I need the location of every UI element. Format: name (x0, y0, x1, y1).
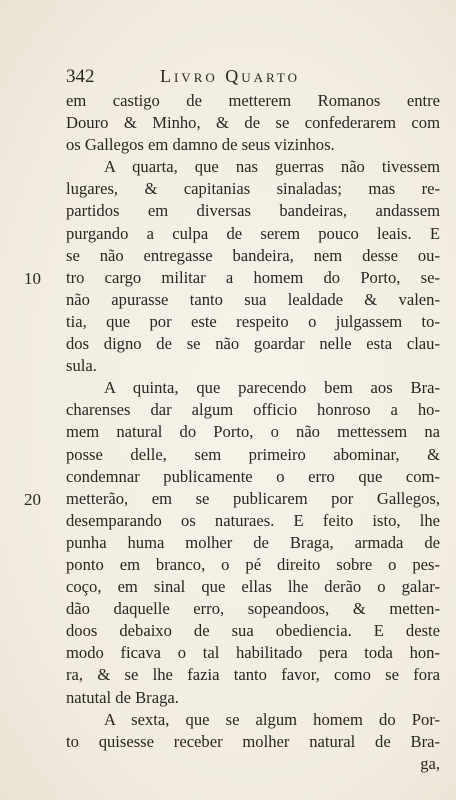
text-line: condemnar publicamente o erro que com- (66, 466, 440, 486)
text-line: natutal de Braga. (66, 687, 179, 707)
text-line: lugares, & capitanias sinaladas; mas re- (66, 179, 440, 199)
text-line: ponto em branco, o pé direito sobre o pes- (66, 554, 440, 574)
text-line: posse delle, sem primeiro abominar, & (66, 444, 440, 464)
text-line: em castigo de metterem Romanos entre (66, 91, 440, 110)
text-line: Douro & Minho, & de se confederarem com (66, 113, 440, 133)
text-line: ra, & se lhe fazia tanto favor, como se fora (66, 665, 440, 685)
margin-line-number: 10 (24, 268, 41, 288)
text-line: punha huma molher de Braga, armada de (66, 532, 440, 552)
text-line: modo ficava o tal habilitado pera toda hon- (66, 643, 440, 663)
text-line: tro cargo militar a homem do Porto, se- (66, 267, 440, 287)
text-line: metterão, em se publicarem por Gallegos, (66, 488, 440, 508)
page-number: 342 (66, 66, 95, 87)
text-line: se não entregasse bandeira, nem desse ou- (66, 245, 440, 265)
text-line: não apurasse tanto sua lealdade & valen- (66, 289, 440, 309)
text-line: ga, (420, 753, 440, 773)
text-line: to quisesse receber molher natural de Bra- (66, 731, 440, 751)
body-text (66, 90, 440, 775)
text-line: coço, em sinal que ellas lhe derão o galar- (66, 577, 440, 597)
text-line: tia, que por este respeito o julgassem to- (66, 311, 440, 331)
running-title: Livro Quarto (159, 66, 301, 86)
text-line: partidos em diversas bandeiras, andassem (66, 201, 440, 221)
text-line: purgando a culpa de serem pouco leais. E (66, 223, 440, 243)
text-line: dão daquelle erro, sopeandoos, & metten- (66, 599, 440, 619)
text-line: sula. (66, 356, 97, 376)
text-line: dos digno de se não goardar nelle esta clau- (66, 334, 440, 354)
text-line: charenses dar algum officio honroso a ho- (66, 400, 440, 420)
text-line: A sexta, que se algum homem do Por- (104, 709, 440, 729)
text-line: desemparando os naturaes. E feito isto, lhe (66, 510, 440, 530)
running-head (60, 66, 400, 90)
text-line: A quarta, que nas guerras não tivessem (104, 157, 440, 177)
text-line: os Gallegos em damno de seus vizinhos. (66, 135, 335, 155)
text-line: doos debaixo de sua obediencia. E deste (66, 621, 440, 641)
text-line: A quinta, que parecendo bem aos Bra- (104, 378, 440, 398)
text-line: mem natural do Porto, o não mettessem na (66, 422, 440, 442)
margin-line-number: 20 (24, 489, 41, 509)
